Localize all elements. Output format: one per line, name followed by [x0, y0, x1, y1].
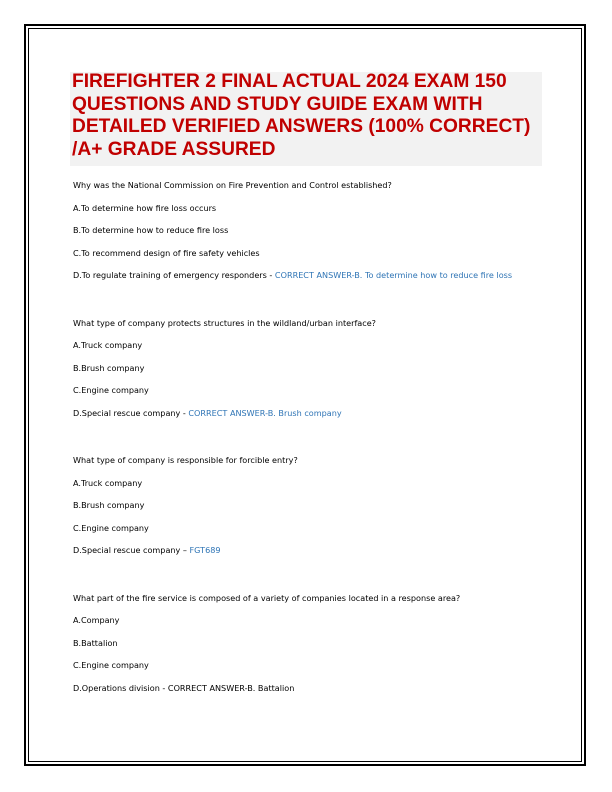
question-block-3 [73, 453, 545, 557]
option-b: B.Battalion [73, 637, 118, 648]
option-d-with-answer [73, 406, 545, 420]
option-d-with-answer [73, 268, 545, 282]
option-d: D.To regulate training of emergency responders - [73, 270, 275, 280]
question-text: Why was the National Commission on Fire Prevention and Control established? [73, 180, 392, 190]
option-d-with-answer [73, 543, 545, 557]
question-text: What type of company is responsible for forcible entry? [73, 455, 298, 465]
option-c: C.To recommend design of fire safety vehicles [73, 247, 260, 258]
correct-answer: CORRECT ANSWER-B. To determine how to reduce fire loss [274, 270, 513, 280]
question-block-2 [73, 316, 545, 420]
option-b: B.Brush company [73, 500, 145, 510]
option-d: D.Special rescue company – [73, 545, 190, 555]
option-c: C.Engine company [73, 660, 149, 670]
option-d: D.Special rescue company - [73, 407, 189, 418]
spacer [73, 566, 545, 591]
option-d: D.Operations division - CORRECT ANSWER-B. Battalion [73, 682, 295, 693]
spacer [73, 291, 545, 316]
option-a: A.Truck company [73, 340, 143, 350]
option-a: A.To determine how fire loss occurs [73, 202, 217, 213]
option-a: A.Truck company [73, 477, 143, 488]
option-b: B.Brush company [73, 362, 145, 373]
option-c: C.Engine company [73, 385, 149, 395]
document-title: FIREFIGHTER 2 FINAL ACTUAL 2024 EXAM 150 QUESTIONS AND STUDY GUIDE EXAM WITH DETAILED VERIFIED ANSWERS (100% CORRECT) /A+ GRADE ASSURED [72, 71, 531, 160]
spacer [73, 428, 545, 453]
option-a: A.Company [73, 615, 120, 625]
question-block-1 [73, 178, 545, 282]
question-block-4 [73, 591, 545, 695]
question-text: What part of the fire service is composed of a variety of companies located in a response area? [73, 592, 461, 603]
option-b: B.To determine how to reduce fire loss [73, 225, 229, 235]
correct-answer: FGT689 [189, 545, 221, 555]
correct-answer: CORRECT ANSWER-B. Brush company [188, 407, 342, 418]
option-c: C.Engine company [73, 522, 149, 533]
question-text: What type of company protects structures in the wildland/urban interface? [73, 317, 376, 328]
document-content [73, 178, 545, 703]
